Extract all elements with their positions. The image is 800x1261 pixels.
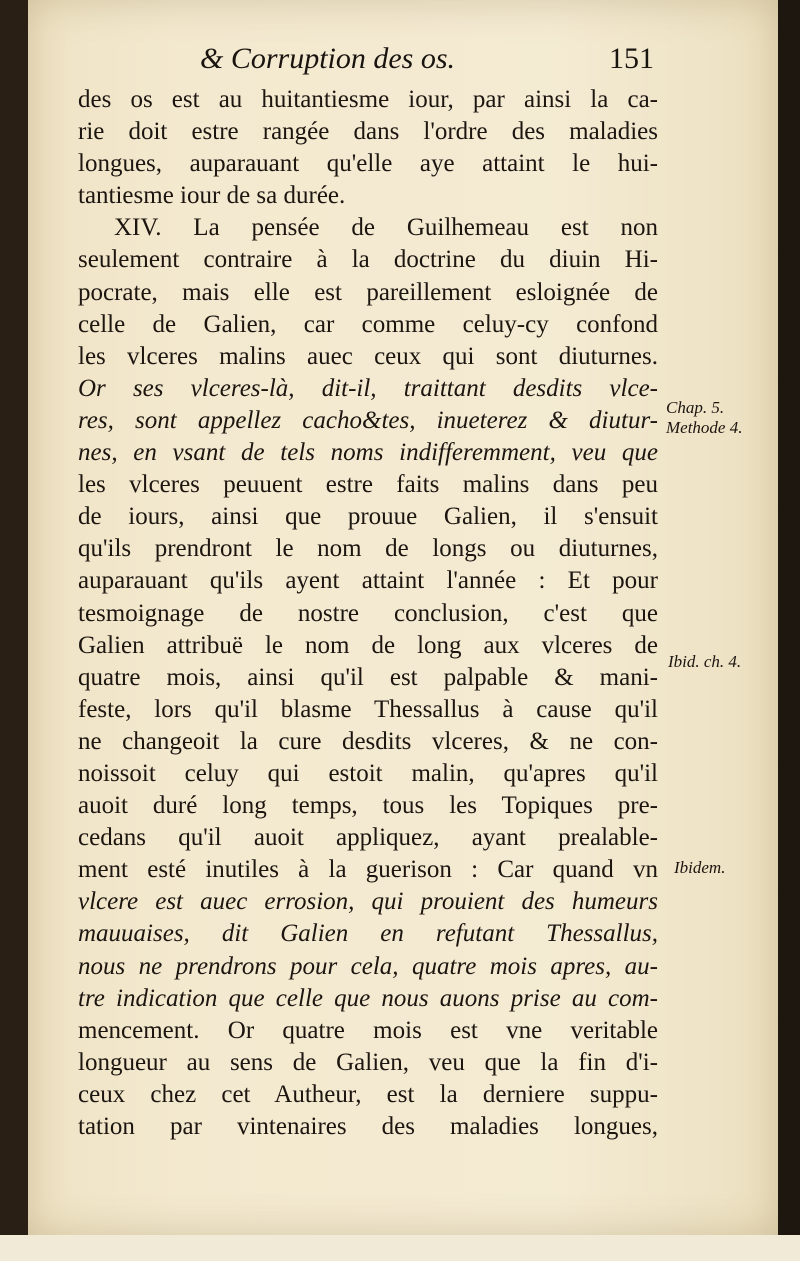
margin-note-line: Ibidem. (674, 858, 726, 877)
text-line: tantiesme iour de sa durée. (78, 182, 346, 210)
text-line: ne changeoit la cure desdits vlceres, & ne con- (78, 727, 658, 755)
margin-note-ibid (668, 652, 741, 672)
text-line: mencement. Or quatre mois est vne veritable (78, 1016, 658, 1044)
text-line: XIV. La pensée de Guilhemeau est non (114, 214, 658, 242)
text-line: de iours, ainsi que prouue Galien, il s'ensuit (78, 503, 658, 531)
text-line: longueur au sens de Galien, veu que la fin d'i- (78, 1048, 658, 1076)
text-line: les vlceres malins auec ceux qui sont diuturnes. (78, 342, 658, 370)
text-line: nes, en vsant de tels noms indifferemment, veu que (78, 439, 658, 467)
margin-note-ibidem (674, 858, 725, 878)
text-line: ment esté inutiles à la guerison : Car quand vn (78, 856, 658, 884)
text-line: celle de Galien, car comme celuy-cy confond (78, 310, 658, 338)
text-line: seulement contraire à la doctrine du diuin Hi- (78, 246, 658, 274)
margin-note-line: Ibid. ch. 4. (668, 652, 742, 671)
scan-edge-right (778, 0, 800, 1261)
text-line: nous ne prendrons pour cela, quatre mois apres, au- (78, 952, 658, 980)
margin-note-line: Methode 4. (666, 418, 743, 437)
scan-edge-bottom (0, 1235, 800, 1261)
text-line: auoit duré long temps, tous les Topiques pre- (78, 792, 658, 820)
page-number: 151 (609, 42, 654, 75)
text-line: tesmoignage de nostre conclusion, c'est que (78, 599, 658, 627)
text-line: tation par vintenaires des maladies longues, (78, 1113, 658, 1140)
text-line: tre indication que celle que nous auons prise au com- (78, 984, 658, 1012)
page-header (200, 38, 660, 82)
text-line: auparauant qu'ils ayent attaint l'année : Et pour (78, 567, 658, 595)
text-line: pocrate, mais elle est pareillement esloignée de (78, 278, 658, 306)
text-line: noissoit celuy qui estoit malin, qu'apres qu'il (78, 759, 658, 787)
text-line: rie doit estre rangée dans l'ordre des maladies (78, 118, 658, 146)
text-line: Or ses vlceres-là, dit-il, traittant desdits vlce- (78, 374, 658, 402)
text-line: res, sont appellez cacho&tes, inueterez & diutur- (78, 406, 658, 434)
text-line: longues, auparauant qu'elle aye attaint le hui- (78, 150, 658, 178)
text-line: cedans qu'il auoit appliquez, ayant prealable- (78, 824, 658, 852)
running-title: & Corruption des os. (200, 42, 456, 75)
text-line: Galien attribuë le nom de long aux vlceres de (78, 631, 658, 659)
text-line: mauuaises, dit Galien en refutant Thessallus, (78, 920, 658, 948)
text-line: vlcere est auec errosion, qui prouient des humeurs (78, 888, 658, 916)
body-text (78, 84, 658, 1143)
text-line: les vlceres peuuent estre faits malins dans peu (78, 471, 658, 499)
text-line: des os est au huitantiesme iour, par ainsi la ca- (78, 86, 658, 113)
text-line: quatre mois, ainsi qu'il est palpable & mani- (78, 663, 658, 691)
margin-note-line: Chap. 5. (666, 398, 725, 417)
text-line: feste, lors qu'il blasme Thessallus à cause qu'il (78, 695, 658, 723)
margin-note-chap5 (666, 398, 742, 438)
text-line: qu'ils prendront le nom de longs ou diuturnes, (78, 535, 658, 563)
text-line: ceux chez cet Autheur, est la derniere suppu- (78, 1080, 658, 1108)
